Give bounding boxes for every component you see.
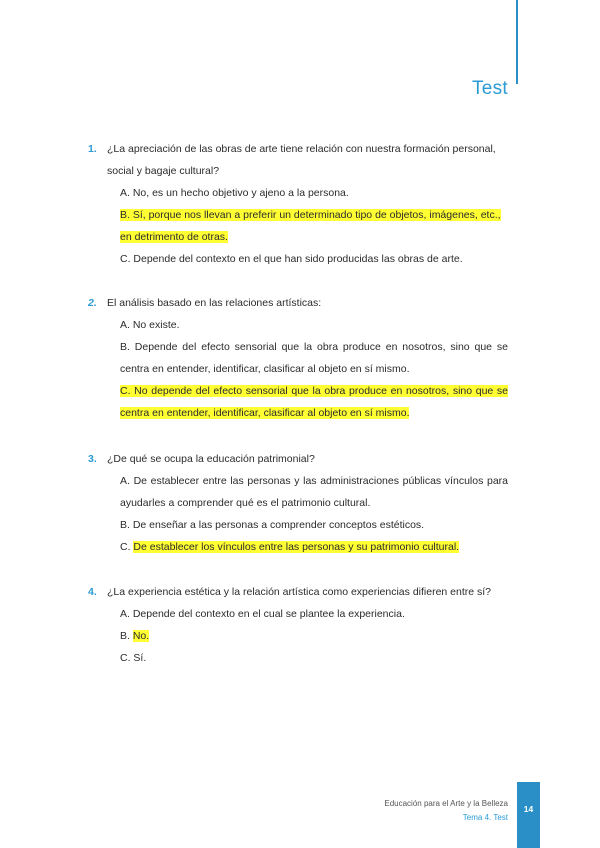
page-number: 14 <box>523 804 534 814</box>
answer-highlight: B. Sí, porque nos llevan a preferir un determinado tipo de objetos, imágenes, etc., en detrimento de otras. <box>120 209 501 243</box>
option-a: A. No existe. <box>120 319 180 331</box>
answer-highlight: De establecer los vínculos entre las personas y su patrimonio cultural. <box>133 541 460 553</box>
page-number-box <box>517 782 540 848</box>
option-a: A. Depende del contexto en el cual se plantee la experiencia. <box>120 608 405 620</box>
option-b: B. De enseñar a las personas a comprender conceptos estéticos. <box>120 519 425 531</box>
question-2 <box>88 292 508 424</box>
question-number: 3. <box>88 453 97 465</box>
footer-topic: Tema 4. Test <box>462 813 508 822</box>
question-text: ¿De qué se ocupa la educación patrimonial? <box>107 453 315 465</box>
question-number: 2. <box>88 297 97 309</box>
question-text: ¿La experiencia estética y la relación artística como experiencias difieren entre sí? <box>107 586 492 598</box>
question-text: El análisis basado en las relaciones artísticas: <box>107 297 322 309</box>
option-letter: C. <box>120 541 134 553</box>
option-b-correct <box>120 204 508 248</box>
answer-highlight: C. No depende del efecto sensorial que la obra produce en nosotros, sino que se centra en entender, identificar, clasificar al objeto en sí mismo. <box>120 385 508 419</box>
question-3 <box>88 448 508 558</box>
header-divider <box>516 0 518 84</box>
option-letter: B. <box>120 630 133 642</box>
option-c: C. Sí. <box>120 652 147 664</box>
page-title: Test <box>471 78 508 99</box>
option-c-correct <box>120 380 508 424</box>
option-c: C. Depende del contexto en el que han sido producidas las obras de arte. <box>120 253 463 265</box>
option-c-correct <box>120 536 508 558</box>
question-text: ¿La apreciación de las obras de arte tiene relación con nuestra formación personal, social y bagaje cultural? <box>107 143 496 177</box>
question-1 <box>88 138 508 270</box>
question-number: 1. <box>88 143 97 155</box>
question-4 <box>88 581 508 669</box>
answer-highlight: No. <box>132 630 150 642</box>
option-a: A. De establecer entre las personas y las administraciones públicas vínculos para ayudarles a comprender qué es el patrimonio cultural. <box>120 475 508 509</box>
option-b-correct <box>120 625 508 647</box>
option-a: A. No, es un hecho objetivo y ajeno a la persona. <box>120 187 349 199</box>
question-number: 4. <box>88 586 97 598</box>
footer-course: Educación para el Arte y la Belleza <box>384 799 508 808</box>
option-b: B. Depende del efecto sensorial que la obra produce en nosotros, sino que se centra en entender, identificar, clasificar al objeto en sí mismo. <box>120 341 508 375</box>
